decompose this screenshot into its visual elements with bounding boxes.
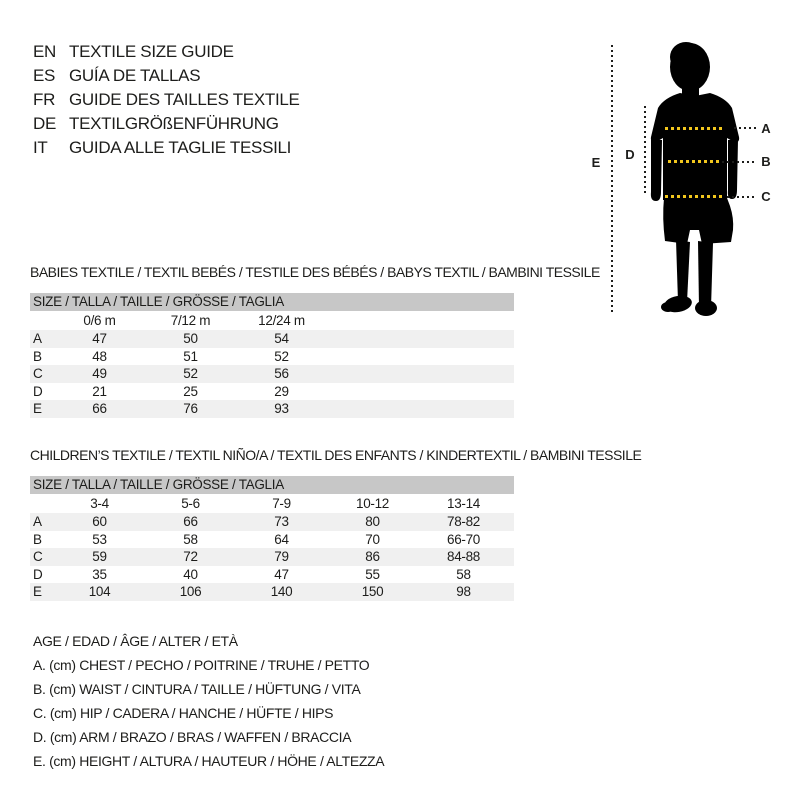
table-row: [30, 348, 514, 366]
language-code: EN: [33, 42, 57, 61]
language-title: TEXTILGRÖßENFÜHRUNG: [69, 114, 279, 133]
row-label: E: [33, 584, 42, 599]
row-label: B: [33, 348, 42, 364]
table-cell: 48: [92, 348, 107, 364]
legend-age-line: AGE / EDAD / ÂGE / ALTER / ETÀ: [33, 633, 238, 649]
table-cell: 98: [456, 584, 471, 599]
table-cell: 64: [274, 531, 289, 547]
language-code: IT: [33, 138, 48, 157]
column-spacer: [30, 494, 54, 513]
babies-table-header: SIZE / TALLA / TAILLE / GRÖSSE / TAGLIA: [30, 293, 514, 311]
table-cell: 86: [365, 549, 380, 564]
language-code: ES: [33, 66, 56, 85]
height-label: E: [591, 155, 601, 170]
language-title: TEXTILE SIZE GUIDE: [69, 42, 234, 61]
legend-arm-line: D. (cm) ARM / BRAZO / BRAS / WAFFEN / BRACCIA: [33, 729, 352, 745]
table-cell: 35: [92, 566, 107, 582]
table-cell: 56: [274, 366, 289, 381]
children-section-title: CHILDREN’S TEXTILE / TEXTIL NIÑO/A / TEXTIL DES ENFANTS / KINDERTEXTIL / BAMBINI TESSILE: [30, 447, 642, 463]
language-title-list: [33, 40, 300, 160]
hip-measure-line: [665, 195, 723, 198]
table-cell: 106: [179, 584, 202, 599]
waist-measure-line: [668, 160, 720, 163]
children-column-header-row: [30, 494, 514, 513]
table-cell: 84-88: [446, 549, 481, 564]
table-cell: 93: [274, 401, 289, 416]
table-cell: 54: [274, 331, 289, 346]
row-label: E: [33, 401, 42, 416]
table-cell: 66: [92, 401, 107, 416]
table-cell: 58: [183, 531, 198, 547]
table-row: [30, 583, 514, 601]
babies-section-title: BABIES TEXTILE / TEXTIL BEBÉS / TESTILE DES BÉBÉS / BABYS TEXTIL / BAMBINI TESSILE: [30, 264, 600, 280]
row-label: C: [33, 366, 43, 381]
row-label: D: [33, 383, 43, 399]
row-label: C: [33, 549, 43, 564]
column-spacer: [30, 311, 54, 330]
table-row: [30, 513, 514, 531]
table-row: [30, 330, 514, 348]
hip-label: C: [761, 189, 771, 204]
babies-size-table: [30, 293, 514, 418]
table-cell: 50: [183, 331, 198, 346]
column-header: 10-12: [355, 496, 390, 511]
table-cell: 70: [365, 531, 380, 547]
chest-label: A: [761, 121, 771, 136]
arm-measure-line: [644, 106, 646, 194]
table-cell: 104: [88, 584, 111, 599]
table-cell: 21: [92, 383, 107, 399]
table-cell: 79: [274, 549, 289, 564]
row-label: A: [33, 514, 42, 529]
chest-measure-line: [665, 127, 723, 130]
table-cell: 55: [365, 566, 380, 582]
language-code: DE: [33, 114, 57, 133]
table-cell: 140: [270, 584, 293, 599]
hip-leader-line: [727, 196, 756, 198]
table-cell: 66-70: [446, 531, 481, 547]
waist-leader-line: [722, 161, 756, 163]
table-cell: 49: [92, 366, 107, 381]
table-cell: 60: [92, 514, 107, 529]
language-code: FR: [33, 90, 56, 109]
column-header: 0/6 m: [83, 313, 116, 328]
chest-leader-line: [734, 127, 756, 129]
table-cell: 80: [365, 514, 380, 529]
table-cell: 72: [183, 549, 198, 564]
column-header: 5-6: [181, 496, 200, 511]
arm-label: D: [625, 147, 635, 162]
table-cell: 53: [92, 531, 107, 547]
table-cell: 59: [92, 549, 107, 564]
column-header: 3-4: [90, 496, 109, 511]
child-silhouette-icon: [640, 30, 760, 330]
table-cell: 150: [361, 584, 384, 599]
language-title: GUIDA ALLE TAGLIE TESSILI: [69, 138, 292, 157]
language-row-en: [33, 40, 300, 64]
language-title: GUIDE DES TAILLES TEXTILE: [69, 90, 300, 109]
legend-chest-line: A. (cm) CHEST / PECHO / POITRINE / TRUHE / PETTO: [33, 657, 370, 673]
column-header: 7/12 m: [170, 313, 211, 328]
table-cell: 52: [183, 366, 198, 381]
row-label: A: [33, 331, 42, 346]
table-cell: 25: [183, 383, 198, 399]
table-row: [30, 566, 514, 584]
table-cell: 76: [183, 401, 198, 416]
table-cell: 78-82: [446, 514, 481, 529]
legend-waist-line: B. (cm) WAIST / CINTURA / TAILLE / HÜFTUNG / VITA: [33, 681, 361, 697]
language-row-fr: [33, 88, 300, 112]
table-cell: 47: [274, 566, 289, 582]
column-header: 12/24 m: [258, 313, 305, 328]
row-label: D: [33, 566, 43, 582]
table-cell: 47: [92, 331, 107, 346]
language-row-de: [33, 112, 300, 136]
column-header: 13-14: [446, 496, 481, 511]
table-cell: 52: [274, 348, 289, 364]
table-row: [30, 548, 514, 566]
children-table-header: SIZE / TALLA / TAILLE / GRÖSSE / TAGLIA: [30, 476, 514, 494]
legend-hip-line: C. (cm) HIP / CADERA / HANCHE / HÜFTE / HIPS: [33, 705, 334, 721]
babies-column-header-row: [30, 311, 514, 330]
language-row-it: [33, 136, 300, 160]
children-size-table: [30, 476, 514, 601]
measurement-legend: [33, 629, 384, 773]
table-cell: 73: [274, 514, 289, 529]
table-row: [30, 365, 514, 383]
language-row-es: [33, 64, 300, 88]
table-cell: 40: [183, 566, 198, 582]
legend-height-line: E. (cm) HEIGHT / ALTURA / HAUTEUR / HÖHE / ALTEZZA: [33, 753, 385, 769]
waist-label: B: [761, 154, 771, 169]
table-row: [30, 383, 514, 401]
table-row: [30, 531, 514, 549]
table-row: [30, 400, 514, 418]
column-header: 7-9: [272, 496, 291, 511]
row-label: B: [33, 531, 42, 547]
height-measure-line: [611, 45, 613, 312]
table-cell: 29: [274, 383, 289, 399]
table-cell: 51: [183, 348, 198, 364]
language-title: GUÍA DE TALLAS: [69, 66, 201, 85]
table-cell: 66: [183, 514, 198, 529]
table-cell: 58: [456, 566, 471, 582]
